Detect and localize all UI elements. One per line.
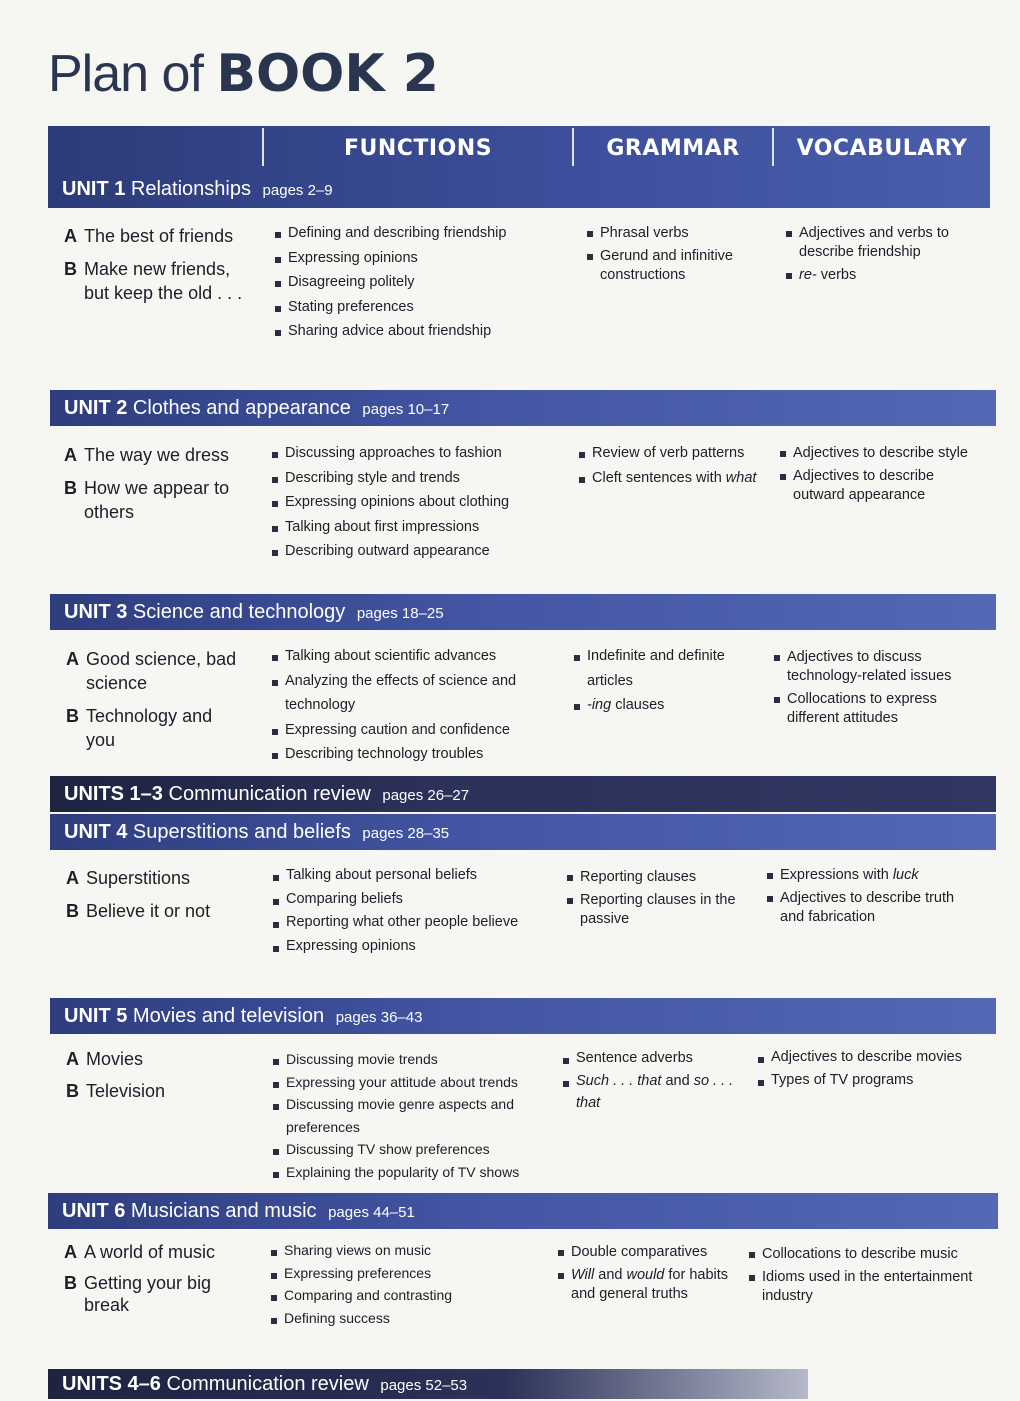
unit-5-functions [272,1048,557,1183]
lesson-item: A Movies [66,1049,144,1069]
unit-number: UNIT 4 [64,821,128,843]
unit-2-vocabulary [779,444,979,509]
function-item: Describing outward appearance [271,539,561,564]
function-item: Talking about first impressions [271,515,561,540]
function-item: Talking about personal beliefs [272,864,552,888]
unit-number: UNITS 4–6 [62,1373,161,1395]
vocabulary-item: Idioms used in the entertainment industry [748,1268,978,1306]
vocabulary-item: Adjectives to describe movies [757,1046,982,1069]
grammar-item: Cleft sentences with what [578,466,768,491]
grammar-item: Reporting clauses [566,868,746,887]
lesson-item: A Good science, bad science [66,649,237,693]
functions-column-header: FUNCTIONS [343,136,493,161]
lesson-item: A The best of friends [64,226,234,246]
function-item: Talking about scientific advances [271,644,561,669]
vocabulary-item: Adjectives to discuss technology-related issues [773,648,983,686]
vocabulary-column-header: VOCABULARY [796,136,968,161]
unit-number: UNIT 3 [64,601,128,623]
unit-3-functions [271,644,561,767]
function-item: Discussing movie genre aspects and preferences [272,1093,557,1138]
review-4-6-band [48,1369,808,1399]
unit-title: Superstitions and beliefs [132,821,351,843]
grammar-item: Phrasal verbs [586,224,766,243]
lesson-item: B Make new friends, but keep the old . . . [64,259,243,303]
vocabulary-item: Adjectives and verbs to describe friendship [785,224,985,262]
grammar-column-header: GRAMMAR [606,136,740,161]
unit-1-vocabulary [785,224,985,289]
unit-1-lessons [64,224,244,314]
unit-4-grammar [566,868,746,933]
lesson-item: B Technology and you [66,706,213,750]
title-book: BOOK 2 [216,44,439,104]
function-item: Expressing caution and confidence [271,718,561,743]
grammar-item: Review of verb patterns [578,441,768,466]
vocabulary-item: re- verbs [785,266,985,285]
unit-pages: pages 28–35 [362,825,450,842]
lesson-item: B How we appear to others [64,478,230,522]
function-item: Disagreeing politely [274,270,564,295]
unit-title: Clothes and appearance [132,397,351,419]
grammar-item: Reporting clauses in the passive [566,891,746,929]
unit-title: Relationships [130,178,251,200]
unit-number: UNIT 1 [62,178,126,200]
unit-number: UNIT 2 [64,397,128,419]
function-item: Describing technology troubles [271,742,561,767]
unit-number: UNIT 5 [64,1005,128,1027]
unit-pages: pages 44–51 [328,1204,415,1221]
unit-3-vocabulary [773,648,983,732]
function-item: Stating preferences [274,295,564,320]
grammar-item: Will and would for habits and general truths [557,1266,742,1304]
lesson-item: B Getting your big break [64,1273,212,1315]
unit-pages: pages 2–9 [262,182,333,199]
unit-pages: pages 26–27 [382,787,470,804]
unit-pages: pages 52–53 [380,1377,468,1394]
function-item: Defining success [270,1307,550,1330]
lesson-item: A Superstitions [66,868,191,888]
function-item: Describing style and trends [271,466,561,491]
lesson-item: B Television [66,1081,166,1101]
vocabulary-item: Adjectives to describe style [779,444,979,463]
unit-5-band [50,998,996,1034]
grammar-item: Gerund and infinitive constructions [586,247,766,285]
grammar-item: Double comparatives [557,1243,742,1262]
unit-title: Musicians and music [130,1200,317,1222]
unit-1-grammar [586,224,766,289]
vocabulary-item: Collocations to express different attitudes [773,690,983,728]
unit-title: Science and technology [132,601,346,623]
function-item: Expressing preferences [270,1262,550,1285]
function-item: Comparing beliefs [272,888,552,912]
unit-5-grammar [562,1047,752,1115]
unit-6-grammar [557,1243,742,1308]
function-item: Expressing opinions [272,935,552,959]
unit-3-lessons [66,647,246,761]
function-item: Defining and describing friendship [274,221,564,246]
unit-6-lessons [64,1241,244,1325]
function-item: Reporting what other people believe [272,911,552,935]
unit-1-functions [274,221,564,344]
unit-2-band [50,390,996,426]
function-item: Expressing your attitude about trends [272,1071,557,1094]
unit-4-lessons [66,866,246,932]
unit-3-grammar [573,644,768,718]
unit-4-vocabulary [766,866,981,931]
unit-2-functions [271,441,561,564]
function-item: Discussing movie trends [272,1048,557,1071]
grammar-item: -ing clauses [573,693,768,718]
page-title [48,44,439,104]
unit-pages: pages 10–17 [362,401,450,418]
vocabulary-item: Adjectives to describe outward appearance [779,467,979,505]
lesson-item: A A world of music [64,1242,216,1262]
unit-title: Movies and television [132,1005,325,1027]
function-item: Discussing TV show preferences [272,1138,557,1161]
vocabulary-item: Collocations to describe music [748,1245,978,1264]
grammar-item: Indefinite and definite articles [573,644,768,693]
function-item: Analyzing the effects of science and technology [271,669,561,718]
unit-5-vocabulary [757,1046,982,1091]
unit-pages: pages 36–43 [335,1009,423,1026]
unit-1-band [48,170,990,208]
grammar-item: Such . . . that and so . . . that [562,1070,752,1115]
unit-number: UNIT 6 [62,1200,126,1222]
unit-6-band [48,1193,998,1229]
unit-number: UNITS 1–3 [64,783,163,805]
function-item: Expressing opinions [274,246,564,271]
unit-title: Communication review [168,783,371,805]
unit-6-functions [270,1239,550,1329]
function-item: Discussing approaches to fashion [271,441,561,466]
grammar-item: Sentence adverbs [562,1047,752,1070]
unit-3-band [50,594,996,630]
function-item: Comparing and contrasting [270,1284,550,1307]
lesson-item: B Believe it or not [66,901,211,921]
unit-4-band [50,814,996,850]
lesson-item: A The way we dress [64,445,230,465]
unit-6-vocabulary [748,1245,978,1310]
function-item: Sharing views on music [270,1239,550,1262]
unit-5-lessons [66,1048,246,1112]
column-header-bar [48,126,990,208]
vocabulary-item: Adjectives to describe truth and fabrication [766,889,981,927]
function-item: Sharing advice about friendship [274,319,564,344]
unit-title: Communication review [166,1373,369,1395]
vocabulary-item: Types of TV programs [757,1069,982,1092]
function-item: Expressing opinions about clothing [271,490,561,515]
unit-pages: pages 18–25 [356,605,444,622]
review-1-3-band [50,776,996,812]
title-prefix: Plan of [48,45,203,103]
vocabulary-item: Expressions with luck [766,866,981,885]
unit-4-functions [272,864,552,958]
unit-2-lessons [64,443,244,533]
function-item: Explaining the popularity of TV shows [272,1161,557,1184]
unit-2-grammar [578,441,768,490]
